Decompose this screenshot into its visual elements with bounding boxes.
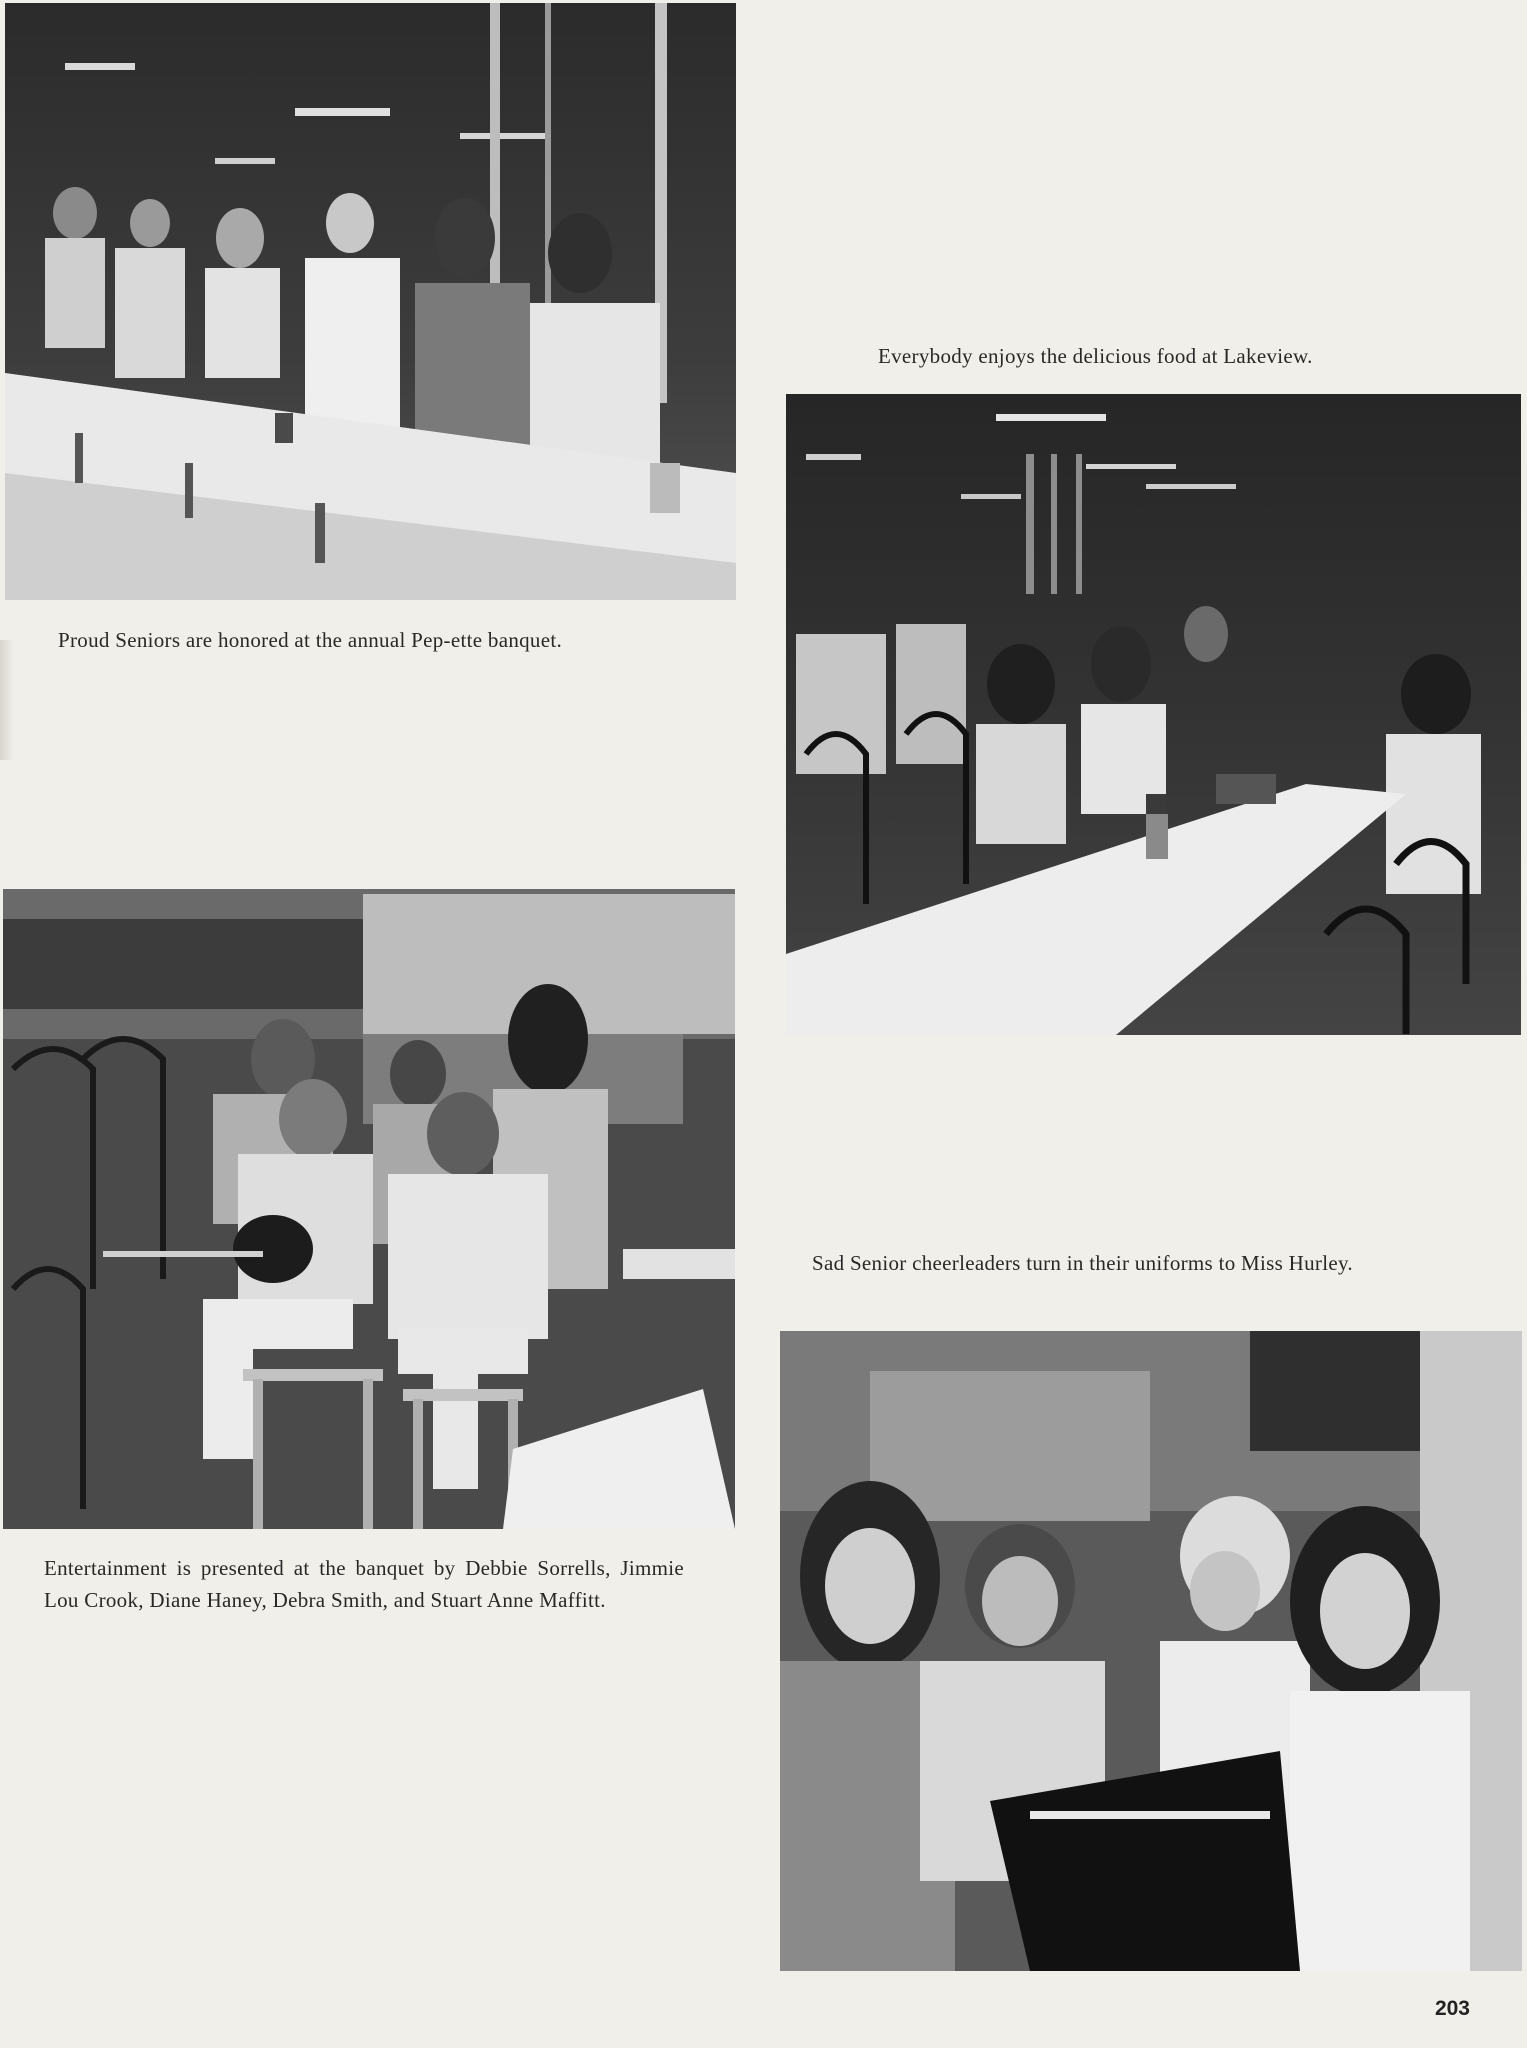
- photo-banquet-seniors-image: [5, 3, 736, 600]
- photo-entertainment-image: [3, 889, 735, 1529]
- page-binding-shadow: [0, 640, 14, 760]
- page-number: 203: [1434, 1997, 1470, 2020]
- photo-lakeview-dining-image: [786, 394, 1521, 1035]
- photo-entertainment: [3, 889, 735, 1529]
- photo-lakeview-dining: [786, 394, 1521, 1035]
- photo-cheerleaders-image: [780, 1331, 1522, 1971]
- caption-entertainment: Entertainment is presented at the banquet by Debbie Sorrells, Jimmie Lou Crook, Diane Haney, Debra Smith, and Stuart Anne Maffitt.: [44, 1556, 684, 1612]
- photo-cheerleaders: [780, 1331, 1522, 1971]
- photo-banquet-seniors: [5, 3, 736, 600]
- caption-cheerleaders: Sad Senior cheerleaders turn in their uniforms to Miss Hurley.: [812, 1251, 1353, 1275]
- caption-seniors-banquet: Proud Seniors are honored at the annual Pep-ette banquet.: [58, 628, 563, 652]
- caption-lakeview-food: Everybody enjoys the delicious food at Lakeview.: [878, 344, 1313, 368]
